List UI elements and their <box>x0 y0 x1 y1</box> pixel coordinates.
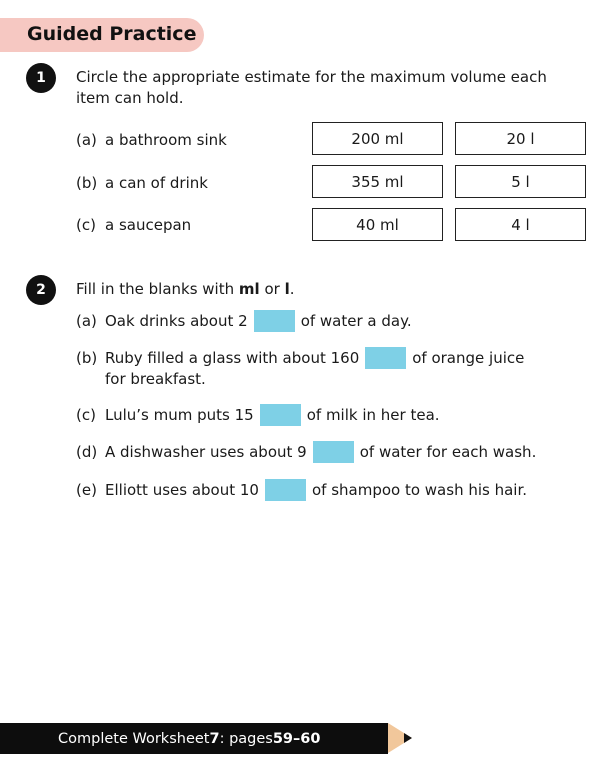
q2-item-letter: (b) <box>76 349 98 367</box>
question-number-2: 2 <box>26 275 56 305</box>
answer-blank[interactable] <box>365 347 406 369</box>
q1-item-label: a saucepan <box>105 216 192 234</box>
q1-item-label: a can of drink <box>105 174 208 192</box>
answer-blank[interactable] <box>260 404 301 426</box>
q1-option-box[interactable] <box>312 122 443 155</box>
q1-item-letter: (a) <box>76 131 97 149</box>
option-label: 355 ml <box>351 172 404 191</box>
q2-item-after: of water for each wash. <box>359 443 537 461</box>
q2-item-before: Ruby filled a glass with about 160 <box>105 349 360 367</box>
q2-instruction-end: . <box>289 280 295 298</box>
q2-item-after: of milk in her tea. <box>306 406 440 424</box>
q2-item <box>105 441 536 463</box>
q2-instruction <box>76 279 295 300</box>
option-label: 4 l <box>511 215 530 234</box>
q1-instruction-line1: Circle the appropriate estimate for the maximum volume each <box>76 68 547 86</box>
answer-blank[interactable] <box>254 310 295 332</box>
option-label: 20 l <box>506 129 535 148</box>
q2-item <box>105 479 527 501</box>
q2-item-before: Elliott uses about 10 <box>105 481 259 499</box>
q1-instruction-line2: item can hold. <box>76 89 184 107</box>
unit-ml: ml <box>238 280 260 298</box>
q1-option-box[interactable] <box>455 208 586 241</box>
footer-mid: : pages <box>219 730 273 747</box>
q2-instruction-pre: Fill in the blanks with <box>76 280 239 298</box>
option-label: 200 ml <box>351 129 404 148</box>
q2-item-after: of water a day. <box>300 312 412 330</box>
q2-item-letter: (a) <box>76 312 97 330</box>
answer-blank[interactable] <box>265 479 306 501</box>
q1-item-letter: (c) <box>76 216 96 234</box>
section-title: Guided Practice <box>27 23 197 45</box>
q2-item-before: A dishwasher uses about 9 <box>105 443 307 461</box>
q1-item-letter: (b) <box>76 174 98 192</box>
q2-instruction-or: or <box>259 280 285 298</box>
q2-item-after: of shampoo to wash his hair. <box>311 481 528 499</box>
footer-pre: Complete Worksheet <box>58 730 210 747</box>
q1-item-label: a bathroom sink <box>105 131 227 149</box>
q2-item-letter: (d) <box>76 443 98 461</box>
q1-option-box[interactable] <box>455 122 586 155</box>
option-label: 5 l <box>511 172 530 191</box>
q1-option-box[interactable] <box>312 208 443 241</box>
question-number-1: 1 <box>26 63 56 93</box>
q2-item <box>105 310 412 332</box>
footer-worksheet-number: 7 <box>209 730 220 747</box>
q2-item-before: Oak drinks about 2 <box>105 312 248 330</box>
q1-option-box[interactable] <box>455 165 586 198</box>
q2-item-line2: for breakfast. <box>105 370 206 388</box>
q2-item <box>105 347 524 369</box>
q2-item-before: Lulu’s mum puts 15 <box>105 406 254 424</box>
q2-item <box>105 404 440 426</box>
unit-l: l <box>284 280 290 298</box>
q2-item-letter: (c) <box>76 406 96 424</box>
worksheet-banner <box>0 723 388 754</box>
q2-item-letter: (e) <box>76 481 97 499</box>
q1-option-box[interactable] <box>312 165 443 198</box>
q2-item-after: of orange juice <box>412 349 525 367</box>
option-label: 40 ml <box>356 215 399 234</box>
answer-blank[interactable] <box>313 441 354 463</box>
pencil-lead-icon <box>404 733 412 743</box>
footer-pages: 59–60 <box>272 730 321 747</box>
